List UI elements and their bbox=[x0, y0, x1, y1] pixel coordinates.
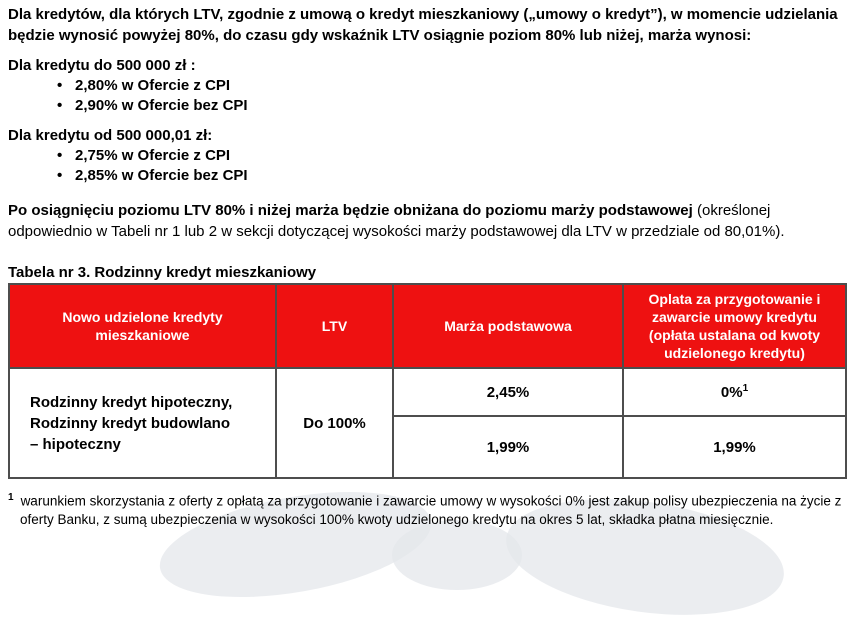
list-item bbox=[8, 146, 845, 166]
list-item-text: 2,90% w Ofercie bez CPI bbox=[75, 97, 248, 114]
cell-product-label: Rodzinny kredyt hipoteczny, Rodzinny kredyt budowlano – hipoteczny bbox=[9, 368, 276, 478]
note-regular-text: (określonej odpowiednio w Tabeli nr 1 lub 2 w sekcji dotyczącej wysokości marży podstawowej dla LTV w przedziale od 80,01%). bbox=[8, 202, 785, 240]
table-title: Tabela nr 3. Rodzinny kredyt mieszkaniowy bbox=[8, 264, 317, 281]
watermark-shape bbox=[392, 520, 522, 590]
section-credit-under-500k bbox=[8, 57, 845, 116]
note-bold-text: Po osiągnięciu poziomu LTV 80% i niżej marża będzie obniżana do poziomu marży podstawowej bbox=[8, 202, 693, 219]
table-header-row bbox=[9, 284, 846, 368]
table-row bbox=[9, 368, 846, 416]
bullet-icon: • bbox=[57, 77, 63, 94]
section-credit-over-500k bbox=[8, 127, 845, 186]
intro-paragraph: Dla kredytów, dla których LTV, zgodnie z umową o kredyt mieszkaniowy („umowy o kredyt”), w momencie udzielania będzie wynosić powyżej 80%, do czasu gdy wskaźnik LTV osiągnie poziom 80% lub niżej, marża wynosi: bbox=[8, 6, 838, 44]
footnote bbox=[8, 489, 846, 529]
cell-margin-value: 2,45% bbox=[393, 368, 623, 416]
section-heading: Dla kredytu od 500 000,01 zł: bbox=[8, 127, 213, 144]
cell-fee-value bbox=[623, 368, 846, 416]
cell-ltv-value: Do 100% bbox=[276, 368, 393, 478]
section-heading: Dla kredytu do 500 000 zł : bbox=[8, 57, 196, 74]
fee-value-text: 0% bbox=[720, 384, 743, 401]
footnote-text: warunkiem skorzystania z oferty z opłatą za przygotowanie i zawarcie umowy w wysokości 0% jest zakup polisy ubezpieczenia na życie z oferty Banku, z sumą ubezpieczenia w wysokości 100% kwoty udzielonego kredytu na okres 5 lat, składka płatna miesięcznie. bbox=[20, 493, 842, 527]
list-item-text: 2,80% w Ofercie z CPI bbox=[75, 77, 231, 94]
cell-margin-value: 1,99% bbox=[393, 416, 623, 478]
bullet-icon: • bbox=[57, 147, 63, 164]
header-fee: Oplata za przygotowanie i zawarcie umowy kredytu (opłata ustalana od kwoty udzielonego kredytu) bbox=[623, 284, 846, 368]
fee-footnote-ref: 1 bbox=[742, 383, 749, 394]
list-item bbox=[8, 96, 845, 116]
list-item bbox=[8, 76, 845, 96]
header-base-margin: Marża podstawowa bbox=[393, 284, 623, 368]
bullet-icon: • bbox=[57, 97, 63, 114]
rates-table bbox=[8, 283, 847, 479]
cell-fee-value: 1,99% bbox=[623, 416, 846, 478]
list-item-text: 2,85% w Ofercie bez CPI bbox=[75, 167, 248, 184]
header-ltv: LTV bbox=[276, 284, 393, 368]
bullet-icon: • bbox=[57, 167, 63, 184]
list-item bbox=[8, 166, 845, 186]
list-item-text: 2,75% w Ofercie z CPI bbox=[75, 147, 231, 164]
footnote-marker: 1 bbox=[8, 492, 14, 503]
ltv-note-paragraph bbox=[8, 200, 846, 242]
header-new-credits: Nowo udzielone kredyty mieszkaniowe bbox=[9, 284, 276, 368]
